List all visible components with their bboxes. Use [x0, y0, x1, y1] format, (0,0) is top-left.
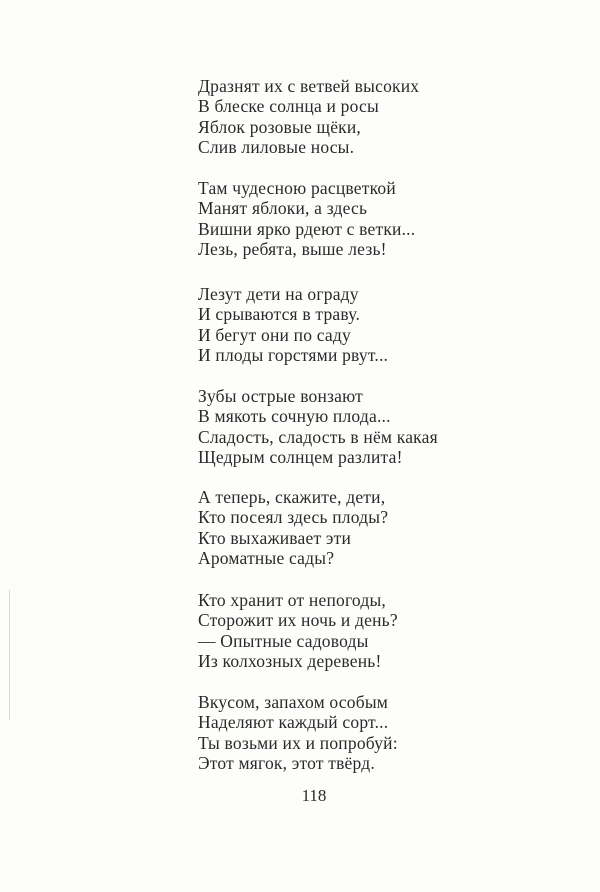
stanza-5: [198, 487, 388, 569]
poem-line: Дразнят их с ветвей высоких: [198, 76, 420, 96]
poem-line: Кто хранит от непогоды,: [198, 590, 386, 610]
poem-line: Слив лиловые носы.: [198, 137, 355, 158]
poem-line: Зубы острые вонзают: [198, 386, 364, 406]
poem-line: Сладость, сладость в нём какая: [198, 426, 438, 447]
stanza-1: [198, 76, 419, 158]
poem-line: Кто посеял здесь плоды?: [198, 507, 389, 528]
poem-line: Кто выхаживает эти: [198, 527, 352, 548]
poem-line: А теперь, скажите, дети,: [198, 487, 386, 507]
poem-line: Ты возьми их и попробуй:: [198, 732, 398, 753]
poem-line: Манят яблоки, а здесь: [198, 198, 368, 219]
poem-line: Щедрым солнцем разлита!: [198, 447, 403, 468]
poem-line: Наделяют каждый сорт...: [198, 712, 389, 733]
poem-line: Сторожит их ночь и день?: [198, 610, 398, 631]
stanza-3: [198, 284, 388, 366]
page-edge-mark: [9, 590, 10, 720]
stanza-7: [198, 692, 398, 774]
page-number: 118: [301, 786, 327, 805]
poem-line: — Опытные садоводы: [198, 630, 369, 651]
stanza-2: [198, 178, 415, 260]
poem-line: В блеске солнца и росы: [198, 96, 379, 117]
poem-line: Из колхозных деревень!: [198, 651, 382, 672]
poem-line: Лезь, ребята, выше лезь!: [198, 239, 387, 260]
poem-line: Вкусом, запахом особым: [198, 692, 389, 712]
poem-line: И бегут они по саду: [198, 324, 351, 345]
poem-line: Вишни ярко рдеют с ветки...: [198, 218, 416, 239]
poem-line: И плоды горстями рвут...: [198, 345, 389, 366]
stanza-6: [198, 590, 398, 672]
poem-line: Яблок розовые щёки,: [198, 116, 362, 137]
poem-line: В мякоть сочную плода...: [198, 406, 391, 427]
poem-line: Там чудесною расцветкой: [198, 178, 396, 198]
stanza-4: [198, 386, 438, 468]
poem-line: Лезут дети на ограду: [198, 284, 359, 304]
poem-line: Ароматные сады?: [198, 548, 335, 569]
poem-line: Этот мягок, этот твёрд.: [198, 753, 375, 774]
poem-line: И срываются в траву.: [198, 304, 361, 325]
